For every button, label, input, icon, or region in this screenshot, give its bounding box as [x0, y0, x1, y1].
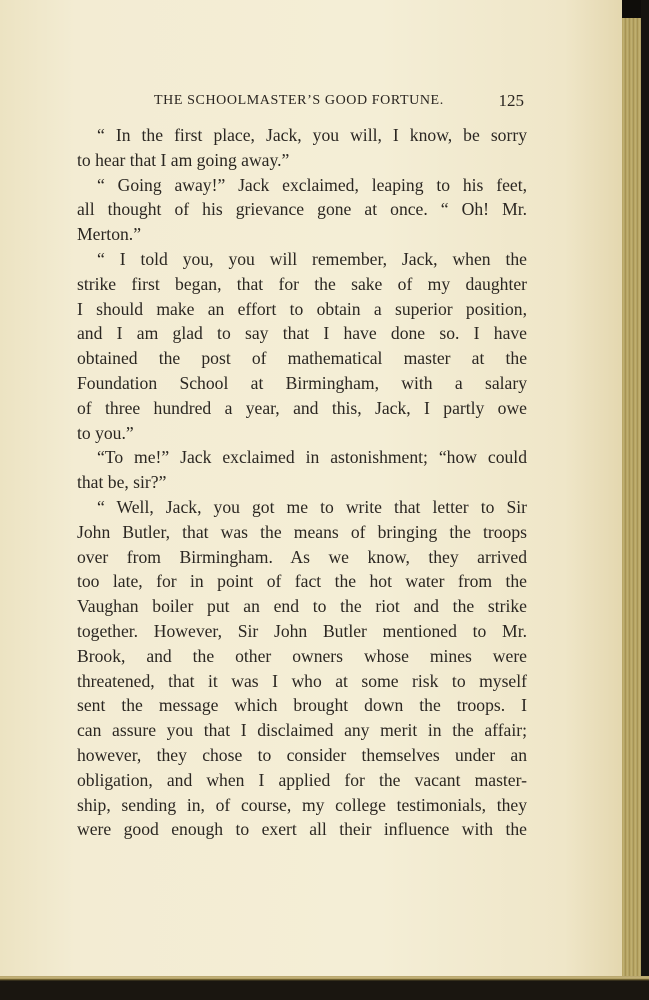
text-line: threatened, that it was I who at some risk to myself: [77, 670, 527, 691]
text-line: ship, sending in, of course, my college testimonials, they: [77, 794, 527, 815]
page-number: 125: [498, 91, 524, 110]
text-line: together. However, Sir John Butler mentioned to Mr.: [77, 620, 527, 641]
body-text: [77, 123, 527, 842]
text-line: over from Birmingham. As we know, they arrived: [77, 546, 527, 567]
text-line: strike first began, that for the sake of my daughter: [77, 273, 527, 294]
text-line: John Butler, that was the means of bringing the troops: [77, 521, 527, 542]
text-line: all thought of his grievance gone at once. “ Oh! Mr.: [77, 199, 527, 220]
text-line: obligation, and when I applied for the vacant master-: [77, 769, 527, 790]
text-line: “ Well, Jack, you got me to write that letter to Sir: [97, 496, 527, 517]
text-line: Brook, and the other owners whose mines were: [77, 645, 527, 666]
text-line: and I am glad to say that I have done so. I have: [77, 323, 527, 344]
text-line: Vaughan boiler put an end to the riot and the strike: [77, 596, 527, 617]
text-line: obtained the post of mathematical master at the: [77, 348, 527, 369]
text-line: Merton.”: [77, 224, 142, 245]
text-line: however, they chose to consider themselves under an: [77, 744, 527, 765]
text-line: I should make an effort to obtain a superior position,: [77, 298, 527, 319]
text-line: “ Going away!” Jack exclaimed, leaping to his feet,: [97, 174, 527, 195]
page-header: [77, 91, 527, 111]
text-line: to hear that I am going away.”: [77, 149, 290, 170]
text-line: too late, for in point of fact the hot water from the: [77, 571, 527, 592]
text-line: to you.”: [77, 422, 134, 443]
text-line: sent the message which brought down the troops. I: [77, 695, 527, 716]
text-line: “ In the first place, Jack, you will, I know, be sorry: [97, 125, 527, 145]
text-line: were good enough to exert all their influence with the: [77, 819, 527, 840]
text-line: Foundation School at Birmingham, with a salary: [77, 372, 527, 393]
edge-shadow: [641, 0, 649, 990]
text-line: can assure you that I disclaimed any merit in the affair;: [77, 720, 527, 741]
text-line: that be, sir?”: [77, 472, 167, 493]
running-title: THE SCHOOLMASTER’S GOOD FORTUNE.: [154, 93, 444, 108]
text-line: “To me!” Jack exclaimed in astonishment; “how could: [97, 447, 527, 468]
page-edge-right: [622, 0, 649, 990]
text-line: “ I told you, you will remember, Jack, when the: [97, 248, 527, 269]
text-line: of three hundred a year, and this, Jack, I partly owe: [77, 397, 527, 418]
page-edge-bottom: [0, 976, 649, 1000]
